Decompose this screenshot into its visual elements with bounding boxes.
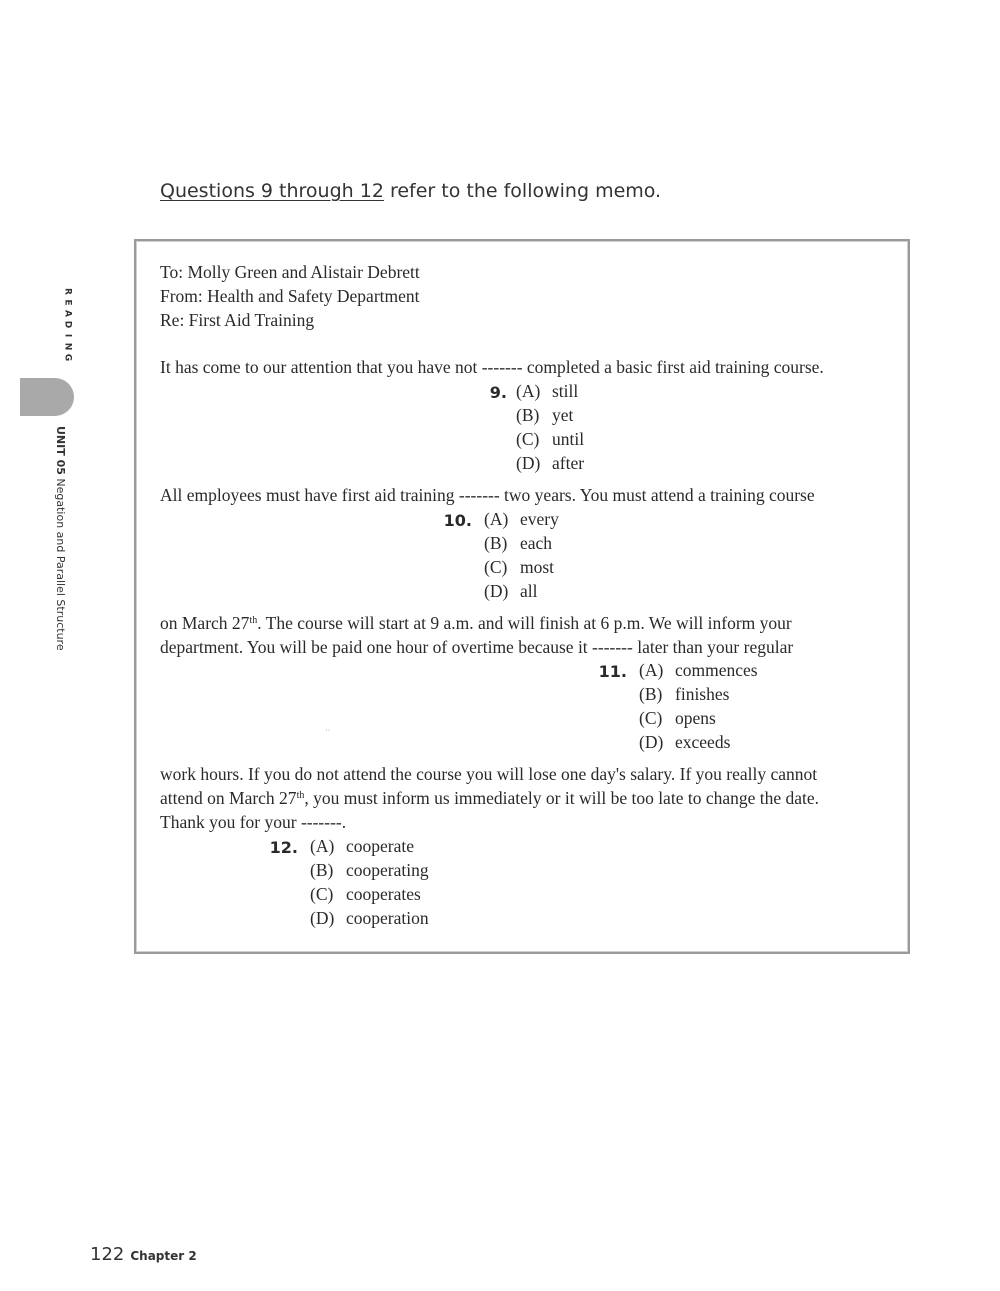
option-letter: (C)	[310, 884, 334, 904]
answer-option[interactable]	[639, 660, 758, 681]
answer-option[interactable]	[484, 533, 552, 554]
ordinal-suffix: th	[296, 790, 305, 801]
answer-option[interactable]	[516, 453, 584, 474]
option-text: commences	[675, 660, 758, 680]
answer-option[interactable]	[310, 908, 429, 929]
scan-speck: ··	[325, 726, 331, 735]
unit-number: UNIT 05	[54, 426, 67, 475]
option-text: most	[520, 557, 555, 577]
option-letter: (D)	[484, 581, 509, 601]
option-letter: (C)	[516, 429, 540, 449]
option-text: still	[552, 381, 579, 401]
page-number: 122	[90, 1244, 125, 1265]
text-run: on March 27	[160, 613, 250, 633]
option-letter: (B)	[310, 860, 334, 880]
unit-title: Negation and Parallel Structure	[54, 474, 67, 651]
option-letter: (B)	[639, 684, 663, 704]
question-number: 12.	[269, 838, 298, 857]
ordinal-suffix: th	[249, 615, 258, 626]
question-range: Questions 9 through 12	[160, 180, 384, 202]
text-run: , you must inform us immediately or it will be too late to change the date.	[304, 788, 820, 808]
answer-option[interactable]	[516, 429, 584, 450]
option-text: cooperating	[346, 860, 429, 880]
answer-option[interactable]	[310, 860, 429, 881]
section-heading	[160, 180, 661, 202]
text-run: . The course will start at 9 a.m. and will finish at 6 p.m. We will inform your	[257, 613, 792, 633]
memo-paragraph: work hours. If you do not attend the course you will lose one day's salary. If you really cannot	[160, 764, 818, 784]
option-text: opens	[675, 708, 716, 728]
reading-letter: G	[62, 353, 73, 362]
option-text: every	[520, 509, 559, 529]
heading-rest: refer to the following memo.	[383, 180, 662, 202]
memo-paragraph: Thank you for your -------.	[160, 812, 347, 832]
chapter-label: Chapter 2	[130, 1249, 197, 1263]
option-text: cooperates	[346, 884, 421, 904]
reading-letter: A	[62, 310, 73, 317]
option-text: after	[552, 453, 585, 473]
answer-option[interactable]	[310, 836, 414, 857]
reading-letter: D	[62, 320, 73, 329]
option-letter: (D)	[639, 732, 664, 752]
answer-option[interactable]	[484, 581, 538, 602]
answer-option[interactable]	[639, 684, 729, 705]
option-text: cooperation	[346, 908, 429, 928]
answer-option[interactable]	[484, 509, 559, 530]
question-number: 11.	[598, 662, 627, 681]
memo-re: Re: First Aid Training	[160, 310, 315, 330]
option-letter: (D)	[516, 453, 541, 473]
section-tab-marker	[20, 378, 74, 416]
option-letter: (A)	[639, 660, 664, 680]
option-letter: (A)	[484, 509, 509, 529]
option-text: yet	[552, 405, 574, 425]
memo-paragraph	[160, 788, 819, 809]
answer-option[interactable]	[310, 884, 421, 905]
option-letter: (C)	[639, 708, 663, 728]
reading-letter: I	[62, 333, 73, 338]
memo-to: To: Molly Green and Alistair Debrett	[160, 262, 420, 282]
reading-letter: N	[62, 342, 73, 351]
answer-option[interactable]	[484, 557, 554, 578]
option-text: each	[520, 533, 553, 553]
option-text: finishes	[675, 684, 730, 704]
answer-option[interactable]	[516, 405, 573, 426]
question-number: 10.	[443, 511, 472, 530]
question-number: 9.	[489, 383, 507, 402]
option-letter: (A)	[516, 381, 541, 401]
option-letter: (C)	[484, 557, 508, 577]
memo-paragraph: department. You will be paid one hour of overtime because it ------- later than your regular	[160, 637, 794, 657]
section-label-reading	[60, 286, 74, 363]
option-text: all	[520, 581, 538, 601]
memo-paragraph	[160, 613, 792, 634]
option-letter: (B)	[484, 533, 508, 553]
memo-paragraph: It has come to our attention that you have not ------- completed a basic first aid training course.	[160, 357, 824, 377]
reading-letter: R	[62, 288, 73, 295]
memo-paragraph: All employees must have first aid training ------- two years. You must attend a training course	[160, 485, 815, 505]
option-letter: (D)	[310, 908, 335, 928]
option-text: until	[552, 429, 585, 449]
page-footer	[90, 1244, 197, 1265]
text-run: attend on March 27	[160, 788, 297, 808]
answer-option[interactable]	[639, 708, 716, 729]
unit-label	[54, 426, 67, 651]
answer-option[interactable]	[639, 732, 730, 753]
option-letter: (B)	[516, 405, 540, 425]
option-text: cooperate	[346, 836, 415, 856]
memo-from: From: Health and Safety Department	[160, 286, 420, 306]
option-text: exceeds	[675, 732, 731, 752]
option-letter: (A)	[310, 836, 335, 856]
reading-letter: E	[62, 299, 73, 306]
answer-option[interactable]	[516, 381, 578, 402]
